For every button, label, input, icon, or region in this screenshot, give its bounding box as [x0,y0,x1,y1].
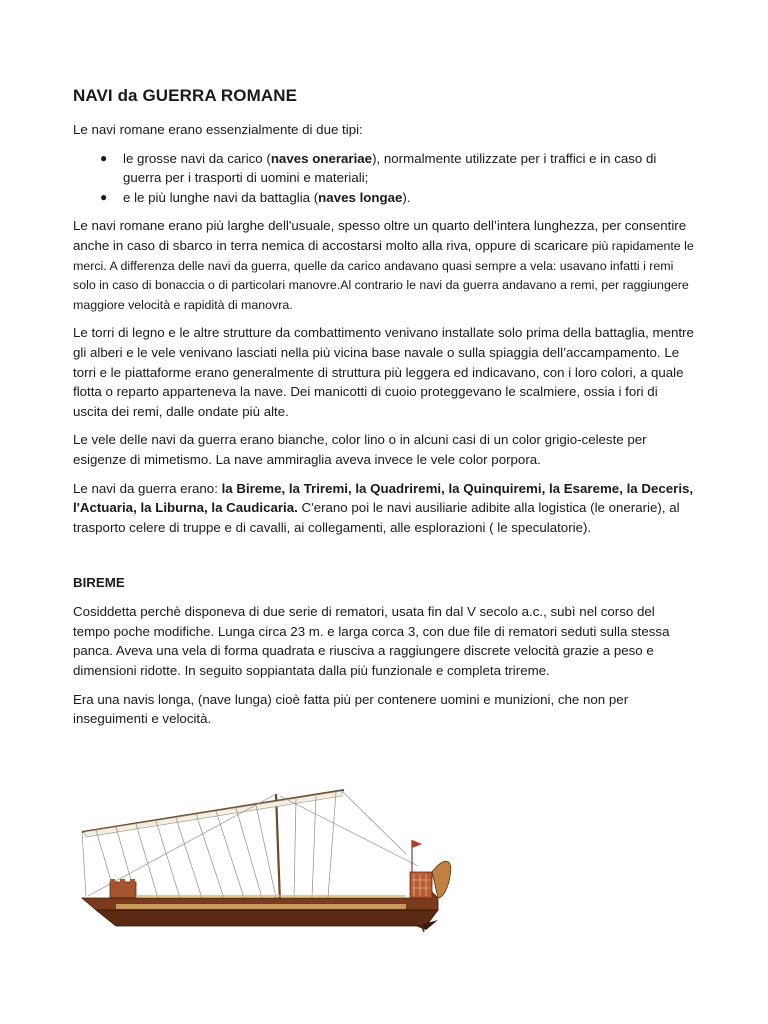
paragraph-ship-width: Le navi romane erano più larghe dell'usuale, spesso oltre un quarto dell’intera lunghezza, per consentire anche in caso di sbarco in terra nemica di accostarsi molto alla riva, oppure di scaricare più rapidamente le merci. A differenza delle navi da guerra, quelle da carico andavano quasi sempre a vela: usavano infatti i remi solo in caso di bonaccia o di particolari manovre.Al contrario le navi da guerra andavano a remi, per raggiungere maggiore velocità e rapidità di manovra. [73,218,694,312]
paragraph-navis-longa: Era una navis longa, (nave lunga) cioè fatta più per contenere uomini e munizioni, che non per inseguimenti e velocità. [73,691,629,727]
section-title-bireme: BIREME [73,575,125,591]
paragraph-warship-types: Le navi da guerra erano: la Bireme, la Triremi, la Quadriremi, la Quinquiremi, la Esareme, la Deceris, l'Actuaria, la Liburna, la Caudicaria. C'erano poi le navi ausiliarie adibite alla logistica (le onerarie), al trasporto celere di truppe e di cavalli, ai collegamenti, alle esplorazioni ( le speculatorie). [73,480,694,535]
paragraph-towers: Le torri di legno e le altre strutture da combattimento venivano installate solo prima della battaglia, mentre gli alberi e le vele venivano lasciati nella più vicina base navale o sulla spiaggia dell’accampamento. Le torri e le piattaforme erano generalmente di struttura più leggera ed indicavano, con i loro colori, a quale flotta o reparto apparteneva la nave. Dei manicotti di cuoio proteggevano le scalmiere, ossia i fori di uscita dei remi, dalle ondate più alte. [73,325,694,419]
bullet-icon: ● [100,150,108,165]
bireme-illustration [76,786,460,934]
paragraph-sails: Le vele delle navi da guerra erano bianche, color lino o in alcuni casi di un color grigio-celeste per esigenze di mimetismo. La nave ammiraglia aveva invece le vele color porpora. [73,432,647,467]
intro-paragraph: Le navi romane erano essenzialmente di due tipi: [73,122,363,137]
ship-types-list [73,149,695,208]
list-item: ● le grosse navi da carico (naves onerariae), normalmente utilizzate per i traffici e in caso di guerra per i trasporti di uomini e materiali; [100,150,657,186]
paragraph-bireme-description: Cosiddetta perchè disponeva di due serie di rematori, usata fin dal V secolo a.c., subì nel corso del tempo poche modifiche. Lunga circa 23 m. e larga corca 3, con due file di rematori seduti sulla stessa panca. Aveva una vela di forma quadrata e riusciva a raggiungere discrete velocità grazie a peso e dimensioni ridotte. In seguito soppiantata dalla più funzionale e completa trireme. [73,604,670,679]
bullet-icon: ● [100,189,108,204]
document-body [73,86,695,738]
list-item: ● e le più lunghe navi da battaglia (naves longae). [73,188,695,208]
page-title: NAVI da GUERRA ROMANE [73,86,298,105]
